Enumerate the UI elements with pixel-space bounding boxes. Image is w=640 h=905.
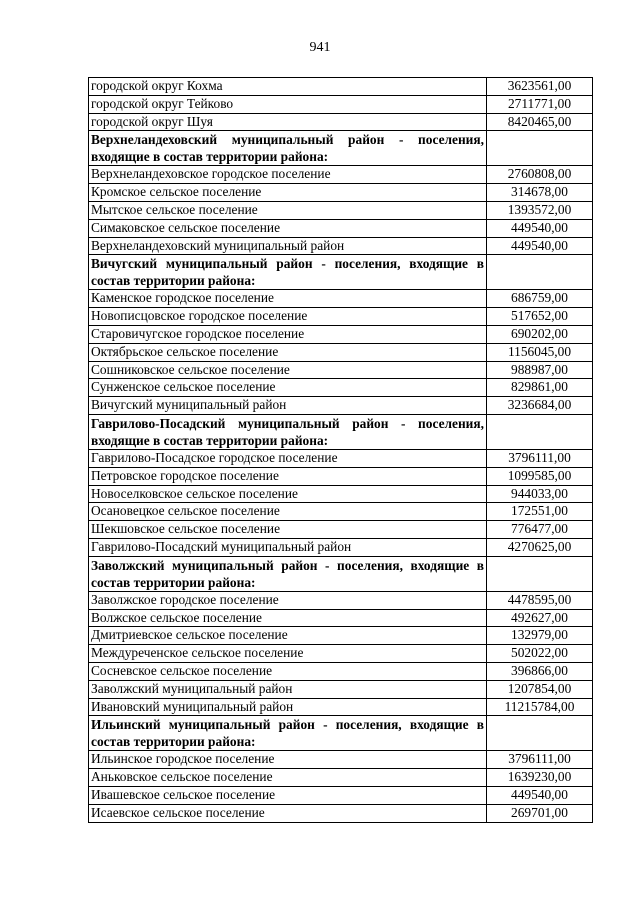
settlement-name-cell: Ивановский муниципальный район — [89, 698, 487, 716]
amount-cell: 314678,00 — [487, 184, 593, 202]
district-header-row — [89, 131, 593, 166]
table-row — [89, 804, 593, 822]
settlement-name-cell: Заволжский муниципальный район — [89, 680, 487, 698]
amount-cell: 492627,00 — [487, 609, 593, 627]
amount-cell: 944033,00 — [487, 485, 593, 503]
amount-cell: 4270625,00 — [487, 538, 593, 556]
district-header-cell: Верхнеландеховский муниципальный район - поселения, входящие в состав территории района: — [89, 131, 487, 166]
table-row — [89, 201, 593, 219]
table-row — [89, 485, 593, 503]
table-row — [89, 95, 593, 113]
settlement-name-cell: Сошниковское сельское поселение — [89, 361, 487, 379]
table-row — [89, 591, 593, 609]
amount-cell: 132979,00 — [487, 627, 593, 645]
table-row — [89, 769, 593, 787]
settlement-name-cell: Новописцовское городское поселение — [89, 308, 487, 326]
table-row — [89, 786, 593, 804]
table-row — [89, 397, 593, 415]
table-row — [89, 503, 593, 521]
amount-cell: 686759,00 — [487, 290, 593, 308]
amount-cell: 1639230,00 — [487, 769, 593, 787]
amount-cell: 1393572,00 — [487, 201, 593, 219]
budget-table — [88, 77, 593, 823]
table-row — [89, 538, 593, 556]
table-row — [89, 237, 593, 255]
table-row — [89, 449, 593, 467]
settlement-name-cell: Каменское городское поселение — [89, 290, 487, 308]
table-row — [89, 379, 593, 397]
amount-cell: 4478595,00 — [487, 591, 593, 609]
district-header-row — [89, 414, 593, 449]
settlement-name-cell: городской округ Тейково — [89, 95, 487, 113]
amount-cell: 2760808,00 — [487, 166, 593, 184]
settlement-name-cell: Гаврилово-Посадский муниципальный район — [89, 538, 487, 556]
amount-cell: 829861,00 — [487, 379, 593, 397]
table-row — [89, 521, 593, 539]
settlement-name-cell: Верхнеландеховский муниципальный район — [89, 237, 487, 255]
page-number: 941 — [309, 40, 331, 55]
settlement-name-cell: городской округ Шуя — [89, 113, 487, 131]
amount-cell — [487, 556, 593, 591]
table-row — [89, 609, 593, 627]
amount-cell: 3796111,00 — [487, 449, 593, 467]
table-row — [89, 680, 593, 698]
table-row — [89, 308, 593, 326]
district-header-cell: Вичугский муниципальный район - поселения, входящие в состав территории района: — [89, 255, 487, 290]
table-row — [89, 645, 593, 663]
amount-cell: 517652,00 — [487, 308, 593, 326]
amount-cell: 449540,00 — [487, 219, 593, 237]
amount-cell: 1207854,00 — [487, 680, 593, 698]
amount-cell — [487, 414, 593, 449]
settlement-name-cell: Дмитриевское сельское поселение — [89, 627, 487, 645]
settlement-name-cell: Старовичугское городское поселение — [89, 325, 487, 343]
amount-cell: 988987,00 — [487, 361, 593, 379]
amount-cell: 690202,00 — [487, 325, 593, 343]
amount-cell: 449540,00 — [487, 237, 593, 255]
settlement-name-cell: Междуреченское сельское поселение — [89, 645, 487, 663]
table-row — [89, 184, 593, 202]
table-row — [89, 751, 593, 769]
settlement-name-cell: Симаковское сельское поселение — [89, 219, 487, 237]
settlement-name-cell: Ильинское городское поселение — [89, 751, 487, 769]
district-header-cell: Заволжский муниципальный район - поселения, входящие в состав территории района: — [89, 556, 487, 591]
table-row — [89, 627, 593, 645]
amount-cell: 172551,00 — [487, 503, 593, 521]
settlement-name-cell: Верхнеландеховское городское поселение — [89, 166, 487, 184]
settlement-name-cell: Мытское сельское поселение — [89, 201, 487, 219]
settlement-name-cell: Сунженское сельское поселение — [89, 379, 487, 397]
district-header-cell: Гаврилово-Посадский муниципальный район - поселения, входящие в состав территории района: — [89, 414, 487, 449]
table-row — [89, 343, 593, 361]
table-row — [89, 361, 593, 379]
amount-cell: 776477,00 — [487, 521, 593, 539]
table-row — [89, 78, 593, 96]
settlement-name-cell: Осановецкое сельское поселение — [89, 503, 487, 521]
amount-cell: 396866,00 — [487, 662, 593, 680]
amount-cell — [487, 255, 593, 290]
table-row — [89, 467, 593, 485]
amount-cell: 1156045,00 — [487, 343, 593, 361]
amount-cell — [487, 716, 593, 751]
district-header-cell: Ильинский муниципальный район - поселения, входящие в состав территории района: — [89, 716, 487, 751]
settlement-name-cell: Петровское городское поселение — [89, 467, 487, 485]
amount-cell: 11215784,00 — [487, 698, 593, 716]
settlement-name-cell: городской округ Кохма — [89, 78, 487, 96]
table-row — [89, 662, 593, 680]
table-row — [89, 325, 593, 343]
settlement-name-cell: Кромское сельское поселение — [89, 184, 487, 202]
settlement-name-cell: Сосневское сельское поселение — [89, 662, 487, 680]
amount-cell: 3623561,00 — [487, 78, 593, 96]
amount-cell — [487, 131, 593, 166]
amount-cell: 8420465,00 — [487, 113, 593, 131]
settlement-name-cell: Октябрьское сельское поселение — [89, 343, 487, 361]
settlement-name-cell: Заволжское городское поселение — [89, 591, 487, 609]
amount-cell: 2711771,00 — [487, 95, 593, 113]
settlement-name-cell: Шекшовское сельское поселение — [89, 521, 487, 539]
district-header-row — [89, 716, 593, 751]
settlement-name-cell: Исаевское сельское поселение — [89, 804, 487, 822]
district-header-row — [89, 255, 593, 290]
settlement-name-cell: Волжское сельское поселение — [89, 609, 487, 627]
amount-cell: 1099585,00 — [487, 467, 593, 485]
amount-cell: 502022,00 — [487, 645, 593, 663]
settlement-name-cell: Аньковское сельское поселение — [89, 769, 487, 787]
table-row — [89, 290, 593, 308]
amount-cell: 269701,00 — [487, 804, 593, 822]
amount-cell: 3796111,00 — [487, 751, 593, 769]
amount-cell: 3236684,00 — [487, 397, 593, 415]
settlement-name-cell: Вичугский муниципальный район — [89, 397, 487, 415]
budget-table-body — [89, 78, 593, 823]
settlement-name-cell: Ивашевское сельское поселение — [89, 786, 487, 804]
table-row — [89, 219, 593, 237]
table-row — [89, 166, 593, 184]
settlement-name-cell: Гаврилово-Посадское городское поселение — [89, 449, 487, 467]
district-header-row — [89, 556, 593, 591]
table-row — [89, 113, 593, 131]
settlement-name-cell: Новоселковское сельское поселение — [89, 485, 487, 503]
amount-cell: 449540,00 — [487, 786, 593, 804]
table-row — [89, 698, 593, 716]
